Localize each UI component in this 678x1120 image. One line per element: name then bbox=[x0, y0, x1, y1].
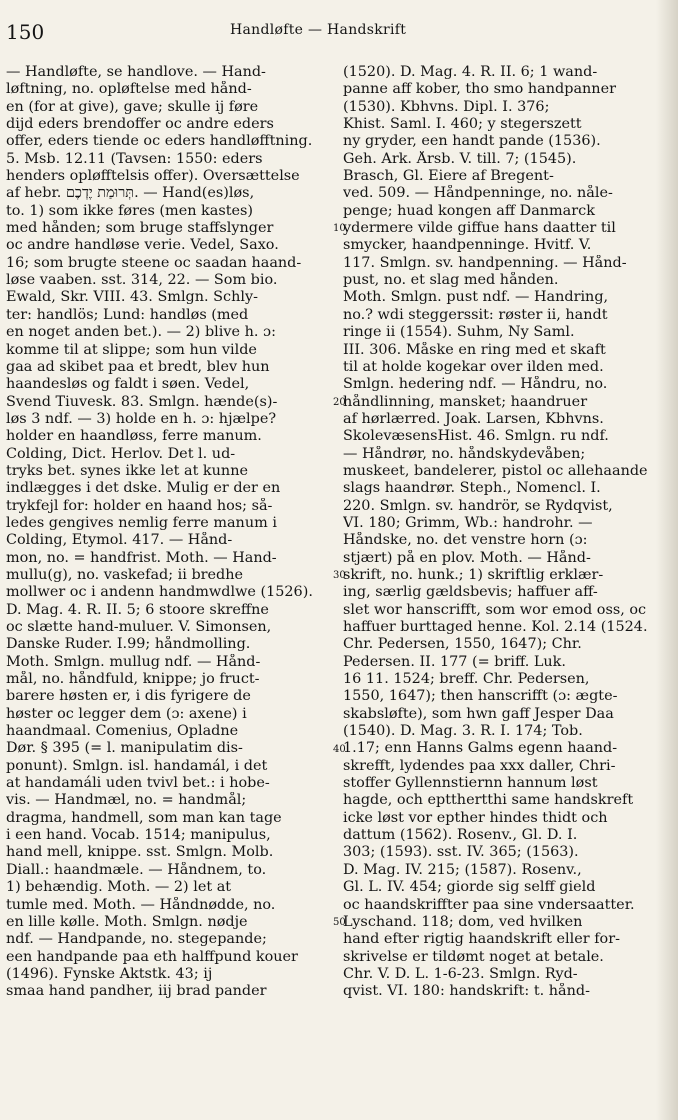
text-line: håndlinning, mansket; haandruer bbox=[343, 393, 588, 410]
text-line: to. 1) som ikke føres (men kastes) bbox=[6, 202, 254, 219]
text-line: (1540). D. Mag. 3. R. I. 174; Tob. bbox=[343, 723, 583, 740]
text-line: Colding, Etymol. 417. — Hånd- bbox=[6, 532, 233, 549]
text-line: løse vaaben. sst. 314, 22. — Som bio. bbox=[6, 272, 278, 289]
text-line: skrivelse er tildømt noget at betale. bbox=[343, 948, 604, 965]
text-line: oc slætte hand-muluer. V. Simonsen, bbox=[6, 619, 272, 635]
text-line: 16 11. 1524; breff. Chr. Pedersen, bbox=[343, 671, 590, 688]
text-line: Colding, Dict. Herlov. Det l. ud- bbox=[6, 445, 236, 462]
text-line: ponunt). Smlgn. isl. handamál, i det bbox=[6, 757, 268, 774]
text-line: oc haandskriffter paa sine vndersaatter. bbox=[343, 896, 635, 913]
text-line: SkolevæsensHist. 46. Smlgn. ru ndf. bbox=[343, 428, 609, 445]
text-line: ter: handlös; Lund: handløs (med bbox=[6, 306, 249, 323]
text-line: høster oc legger dem (ɔ: axene) i bbox=[6, 705, 247, 722]
text-line: gaa ad skibet paa et bredt, blev hun bbox=[6, 358, 270, 375]
text-line: hagde, och eptthertthi same handskreft bbox=[343, 792, 634, 809]
line-number-marker: 50 bbox=[333, 917, 346, 929]
text-line: Geh. Ark. Årsb. V. till. 7; (1545). bbox=[343, 150, 577, 167]
text-line: Smlgn. hedering ndf. — Håndru, no. bbox=[343, 376, 608, 393]
running-head: Handløfte — Handskrift bbox=[230, 22, 407, 38]
text-line: Diall.: haandmæle. — Håndnem, to. bbox=[6, 861, 267, 878]
text-line: til at holde kogekar over ilden med. bbox=[343, 358, 604, 375]
text-line: muskeet, bandelerer, pistol oc allehaande bbox=[343, 462, 648, 479]
text-line: holder en haandløss, ferre manum. bbox=[6, 428, 262, 445]
text-line: mollwer oc i andenn handmwdlwe (1526). bbox=[6, 584, 313, 601]
text-line: løs 3 ndf. — 3) holde en h. ɔ: hjælpe? bbox=[6, 410, 277, 427]
text-line: mon, no. = handfrist. Moth. — Hand- bbox=[6, 549, 277, 566]
text-line: ny gryder, een handt pande (1536). bbox=[343, 133, 601, 150]
text-line: ledes gengives nemlig ferre manum i bbox=[6, 514, 277, 531]
text-line: smycker, haandpenninge. Hvitf. V. bbox=[343, 237, 592, 254]
text-line: VI. 180; Grimm, Wb.: handrohr. — bbox=[343, 514, 593, 531]
text-line: 220. Smlgn. sv. handrör, se Rydqvist, bbox=[343, 497, 613, 514]
text-line: een handpande paa eth halffpund kouer bbox=[6, 948, 298, 965]
text-line: (1496). Fynske Aktstk. 43; ij bbox=[6, 965, 213, 982]
text-line: Chr. V. D. L. 1-6-23. Smlgn. Ryd- bbox=[343, 965, 578, 982]
text-line: (1520). D. Mag. 4. R. II. 6; 1 wand- bbox=[343, 64, 598, 80]
text-line: stoffer Gyllennstiernn hannum løst bbox=[343, 775, 598, 792]
text-line: skrefft, lydendes paa xxx daller, Chri- bbox=[343, 757, 616, 774]
text-line: indlægges i det dske. Mulig er der en bbox=[6, 480, 281, 497]
text-line: no.? wdi steggerssit: røster ii, handt bbox=[343, 306, 608, 323]
text-line: trykfejl for: holder en haand hos; så- bbox=[6, 497, 273, 514]
text-line: Moth. Smlgn. pust ndf. — Handring, bbox=[343, 289, 609, 306]
text-line: Dør. § 395 (= l. manipulatim dis- bbox=[6, 740, 243, 757]
text-line: 1550, 1647); then hanscrifft (ɔ: ægte- bbox=[343, 688, 618, 705]
text-line: (1530). Kbhvns. Dipl. I. 376; bbox=[343, 98, 550, 115]
text-line: en noget anden bet.). — 2) blive h. ɔ: bbox=[6, 324, 276, 341]
left-column bbox=[6, 64, 333, 1114]
text-line: hand mell, knippe. sst. Smlgn. Molb. bbox=[6, 844, 274, 861]
text-line: — Handløfte, se handlove. — Hand- bbox=[6, 64, 266, 80]
text-line: skabsløfte), som hwn gaff Jesper Daa bbox=[343, 705, 614, 722]
text-line: Ewald, Skr. VIII. 43. Smlgn. Schly- bbox=[6, 289, 258, 306]
text-line: haandmaal. Comenius, Opladne bbox=[6, 723, 239, 740]
text-line: ringe ii (1554). Suhm, Ny Saml. bbox=[343, 324, 575, 341]
text-line: i een hand. Vocab. 1514; manipulus, bbox=[6, 827, 271, 844]
text-line: dijd eders brendoffer oc andre eders bbox=[6, 116, 274, 133]
line-number-marker: 10 bbox=[333, 223, 346, 235]
text-line: dattum (1562). Rosenv., Gl. D. I. bbox=[343, 827, 578, 844]
line-number-marker: 20 bbox=[333, 396, 346, 408]
text-line: 5. Msb. 12.11 (Tavsen: 1550: eders bbox=[6, 150, 263, 167]
text-line: Moth. Smlgn. mullug ndf. — Hånd- bbox=[6, 653, 261, 670]
text-line: 303; (1593). sst. IV. 365; (1563). bbox=[343, 844, 579, 861]
text-line: 1.17; enn Hanns Galms egenn haand- bbox=[343, 740, 618, 757]
text-line: icke løst vor epther hindes thidt och bbox=[343, 809, 608, 826]
text-line: ndf. — Handpande, no. stegepande; bbox=[6, 931, 267, 948]
text-line: Svend Tiuvesk. 83. Smlgn. hænde(s)- bbox=[6, 393, 278, 410]
page-edge-shadow bbox=[656, 0, 678, 1120]
text-line: panne aff kober, tho smo handpanner bbox=[343, 81, 616, 98]
text-line: stjært) på en plov. Moth. — Hånd- bbox=[343, 549, 591, 566]
page-number: 150 bbox=[6, 20, 45, 44]
text-line: mål, no. håndfuld, knippe; jo fruct- bbox=[6, 671, 260, 688]
text-line: at handamáli uden tvivl bet.: i hobe- bbox=[6, 775, 270, 792]
text-line: 1) behændig. Moth. — 2) let at bbox=[6, 879, 232, 896]
text-line: Håndske, no. det venstre horn (ɔ: bbox=[343, 532, 588, 549]
text-line: — Håndrør, no. håndskydevåben; bbox=[343, 445, 586, 462]
line-number-marker: 40 bbox=[333, 743, 346, 755]
text-line: Lyschand. 118; dom, ved hvilken bbox=[343, 913, 583, 930]
text-line: af hørlærred. Joak. Larsen, Kbhvns. bbox=[343, 410, 604, 427]
text-line: slet wor hanscrifft, som wor emod oss, oc bbox=[343, 601, 647, 618]
text-line: barere høsten er, i dis fyrigere de bbox=[6, 688, 251, 705]
text-line: III. 306. Måske en ring med et skaft bbox=[343, 341, 606, 358]
text-line: tumle med. Moth. — Håndnødde, no. bbox=[6, 896, 276, 913]
text-line: ydermere vilde giffue hans daatter til bbox=[343, 220, 616, 237]
text-line: en (for at give), gave; skulle ij føre bbox=[6, 98, 259, 115]
text-line: penge; huad kongen aff Danmarck bbox=[343, 202, 595, 219]
right-column bbox=[343, 64, 670, 1114]
text-line: skrift, no. hunk.; 1) skriftlig erklær- bbox=[343, 566, 604, 583]
text-line: vis. — Handmæl, no. = handmål; bbox=[6, 792, 247, 809]
line-number-marker: 30 bbox=[333, 570, 346, 582]
text-line: ved. 509. — Håndpenninge, no. nåle- bbox=[343, 185, 613, 202]
text-line: offer, eders tiende oc eders handløfftning. bbox=[6, 133, 313, 150]
text-line: Chr. Pedersen, 1550, 1647); Chr. bbox=[343, 636, 582, 653]
text-line: med hånden; som bruge staffslynger bbox=[6, 220, 274, 237]
text-line: Gl. L. IV. 454; giorde sig selff gield bbox=[343, 879, 596, 896]
text-line: oc andre handløse verie. Vedel, Saxo. bbox=[6, 237, 279, 254]
text-line: Brasch, Gl. Eiere af Bregent- bbox=[343, 168, 554, 185]
text-line: løftning, no. opløftelse med hånd- bbox=[6, 81, 252, 98]
text-line: slags haandrør. Steph., Nomencl. I. bbox=[343, 480, 601, 497]
text-line: dragma, handmell, som man kan tage bbox=[6, 809, 282, 826]
text-line: 117. Smlgn. sv. handpenning. — Hånd- bbox=[343, 254, 627, 271]
text-line: tryks bet. synes ikke let at kunne bbox=[6, 462, 248, 479]
text-line: 16; som brugte steene oc saadan haand- bbox=[6, 254, 302, 271]
text-line: Khist. Saml. I. 460; y stegerszett bbox=[343, 116, 582, 133]
text-line: D. Mag. 4. R. II. 5; 6 stoore skreffne bbox=[6, 601, 269, 618]
text-line: Pedersen. II. 177 (= briff. Luk. bbox=[343, 653, 566, 670]
text-line: mullu(g), no. vaskefad; ii bredhe bbox=[6, 566, 244, 583]
text-line: smaa hand pandher, iij brad pander bbox=[6, 983, 267, 1000]
text-line: en lille kølle. Moth. Smlgn. nødje bbox=[6, 913, 248, 930]
text-line: komme til at slippe; som hun vilde bbox=[6, 341, 257, 358]
text-line: hand efter rigtig haandskrift eller for- bbox=[343, 931, 620, 948]
text-line: haffuer burttaged henne. Kol. 2.14 (1524. bbox=[343, 619, 648, 635]
text-line: D. Mag. IV. 215; (1587). Rosenv., bbox=[343, 861, 582, 878]
text-line: haandesløs og faldt i søen. Vedel, bbox=[6, 376, 250, 393]
text-line: pust, no. et slag med hånden. bbox=[343, 272, 559, 289]
text-line: Danske Ruder. I.99; håndmolling. bbox=[6, 636, 251, 653]
text-line: ing, særlig gældsbevis; haffuer aff- bbox=[343, 584, 598, 601]
text-line: qvist. VI. 180: handskrift: t. hånd- bbox=[343, 983, 590, 1000]
text-line: af hebr. תְּרוּמַת יֶדְכֶם. — Hand(es)løs, bbox=[6, 185, 255, 202]
text-line: henders opløfftelsis offer). Oversættelse bbox=[6, 168, 300, 185]
